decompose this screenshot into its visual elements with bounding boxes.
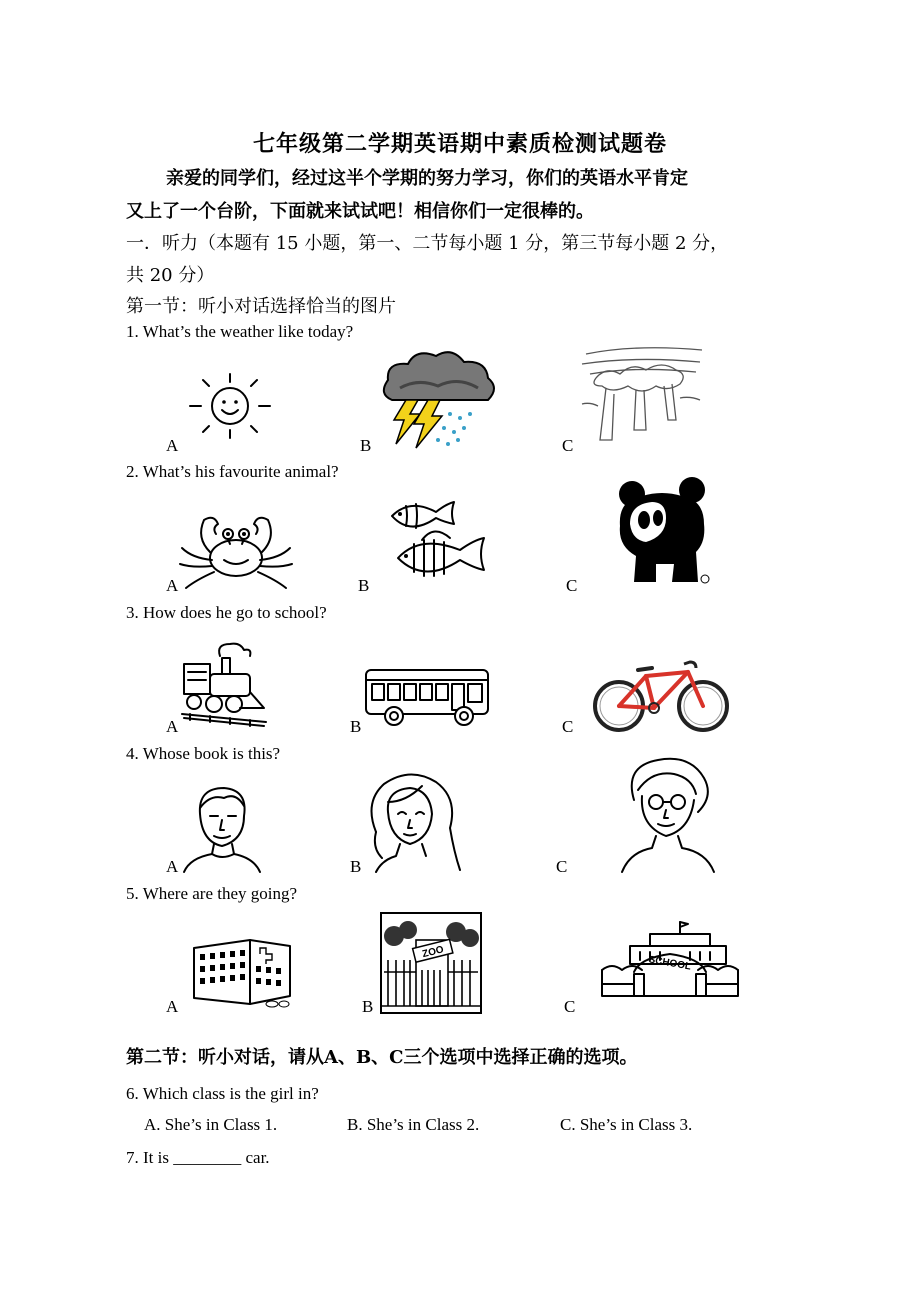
question-7: 7. It is ________ car. [126, 1148, 270, 1167]
q1-option-a-label: A [166, 436, 179, 455]
part1-heading-cont: 共 20 分） [126, 265, 215, 286]
sun-icon [185, 370, 275, 442]
q4-option-b-label: B [350, 857, 362, 876]
q4-option-a-label: A [166, 857, 179, 876]
q1-option-b-label: B [360, 436, 372, 455]
windy-trees-icon [576, 344, 704, 444]
question-5: 5. Where are they going? [126, 884, 298, 903]
q4-option-c-label: C [556, 857, 568, 876]
section1-heading: 第一节：听小对话选择恰当的图片 [126, 296, 396, 317]
school-gate-icon [600, 918, 740, 1000]
fish-icon [384, 494, 488, 586]
question-4: 4. Whose book is this? [126, 744, 281, 763]
q3-option-b-label: B [350, 717, 362, 736]
girl-portrait-icon [366, 772, 462, 874]
question-6: 6. Which class is the girl in? [126, 1084, 319, 1103]
crab-icon [176, 508, 294, 592]
q6-option-b: B. She’s in Class 2. [347, 1115, 480, 1134]
train-icon [180, 642, 268, 726]
q5-option-a-label: A [166, 997, 179, 1016]
q6-option-a: A. She’s in Class 1. [144, 1115, 278, 1134]
page-title: 七年级第二学期英语期中素质检测试题卷 [252, 131, 667, 157]
hospital-building-icon [190, 936, 294, 1010]
q2-option-c-label: C [566, 576, 578, 595]
q2-option-b-label: B [358, 576, 370, 595]
question-2: 2. What’s his favourite animal? [126, 462, 339, 481]
q2-option-a-label: A [166, 576, 179, 595]
q3-option-c-label: C [562, 717, 574, 736]
school-sign-text: SCHOOL [647, 954, 692, 973]
question-3: 3. How does he go to school? [126, 603, 327, 622]
intro-line-2: 又上了一个台阶，下面就来试试吧！相信你们一定很棒的。 [126, 201, 594, 222]
question-1: 1. What’s the weather like today? [126, 322, 354, 341]
woman-with-glasses-icon [618, 756, 722, 876]
q1-option-c-label: C [562, 436, 574, 455]
zoo-sign-text: ZOO [421, 944, 445, 961]
section2-heading: 第二节：听小对话，请从A、B、C三个选项中选择正确的选项。 [126, 1047, 638, 1068]
intro-line-1: 亲爱的同学们，经过这半个学期的努力学习，你们的英语水平肯定 [166, 168, 688, 189]
q5-option-b-label: B [362, 997, 374, 1016]
boy-portrait-icon [180, 784, 264, 874]
bicycle-icon [592, 654, 730, 734]
thunderstorm-cloud-icon [378, 348, 498, 448]
q5-option-c-label: C [564, 997, 576, 1016]
zoo-gate-icon [380, 912, 482, 1014]
q6-option-c: C. She’s in Class 3. [560, 1115, 693, 1134]
bus-icon [364, 666, 492, 728]
panda-icon [612, 478, 714, 588]
part1-heading: 一．听力（本题有 15 小题，第一、二节每小题 1 分，第三节每小题 2 分， [126, 233, 729, 254]
q3-option-a-label: A [166, 717, 179, 736]
